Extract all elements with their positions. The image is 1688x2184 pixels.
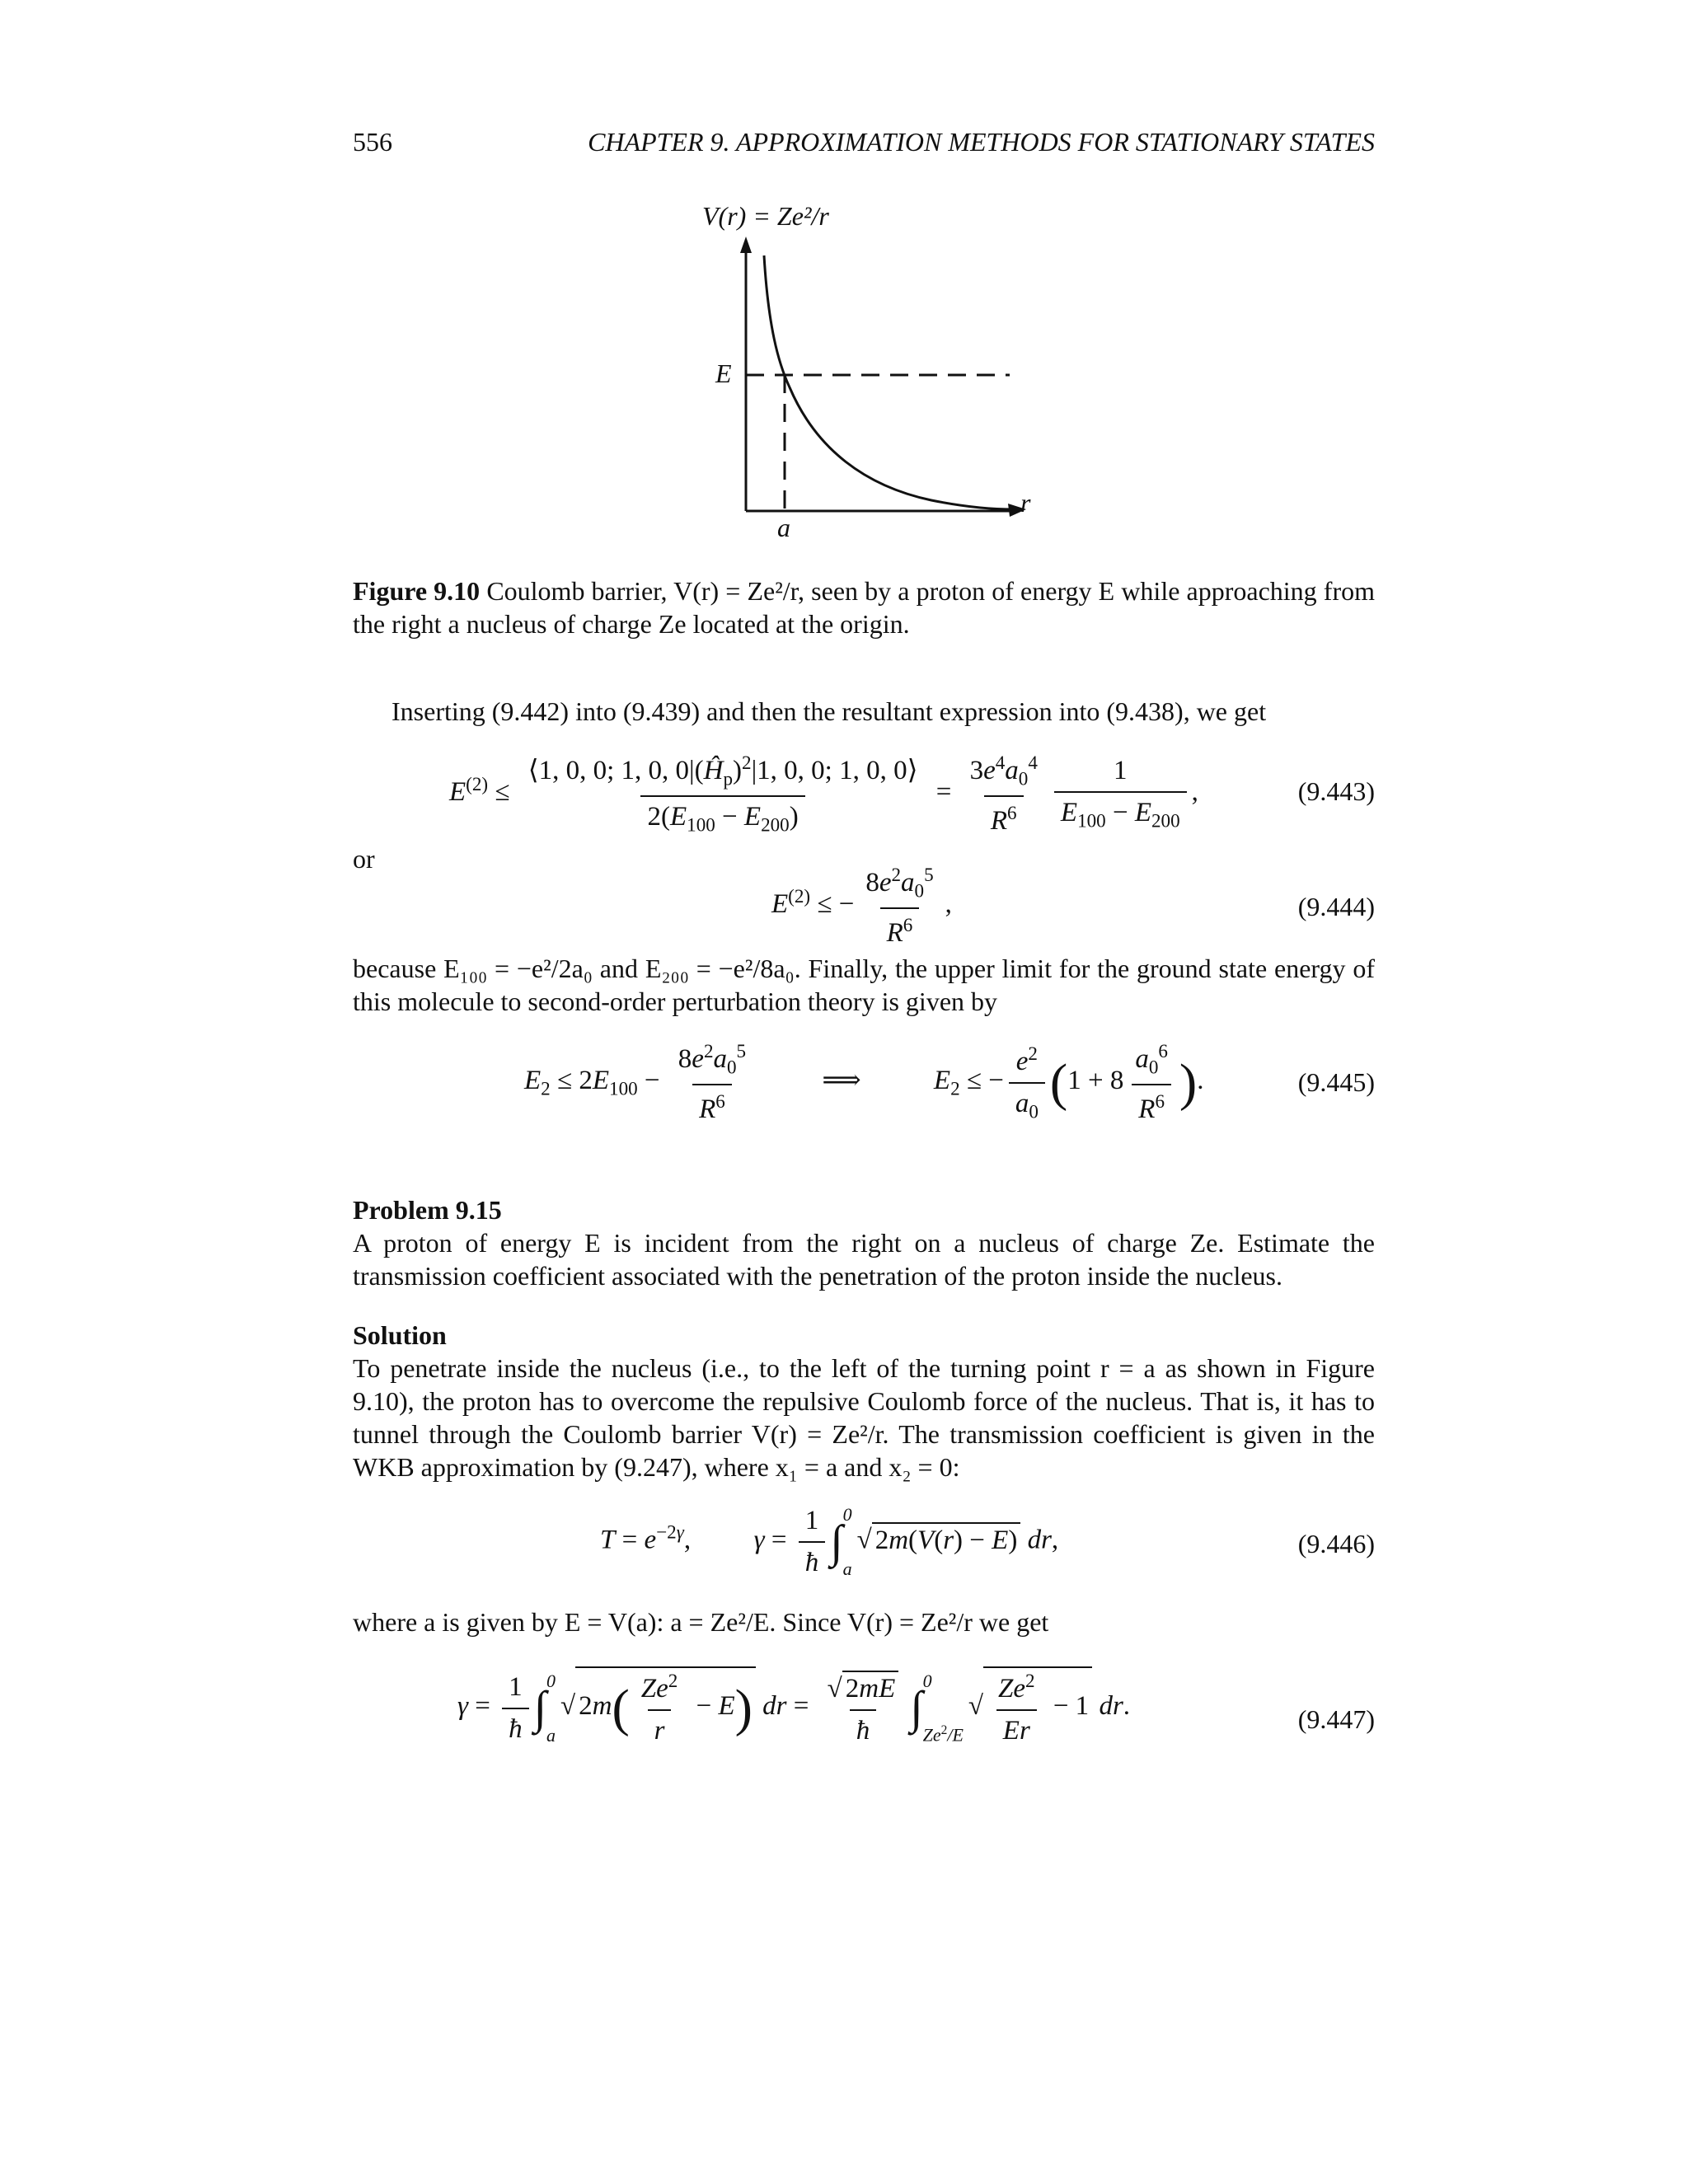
problem-text: A proton of energy E is incident from the right on a nucleus of charge Ze. Estimate the transmission coefficient associated with the penetration of the proton inside the nucleus. xyxy=(353,1228,1375,1291)
eq-number-9-444: (9.444) xyxy=(1297,892,1375,921)
equation-9-445: $E_2 \le 2E_{100}$ − $\frac{8e^2a_0^5}{R^6}$ ⟹ $E_2$ ≤ − $\frac{e^2}{a_0}$ (1 + 8 $\frac{a_0^6}{R^6}$ ). xyxy=(524,1040,1204,1124)
y-axis-arrow xyxy=(740,237,752,253)
figure-axis-title: V(r) = Ze²/r xyxy=(702,201,829,231)
paragraph-2: because E₁₀₀ = −e²/2a₀ and E₂₀₀ = −e²/8a₀. Finally, the upper limit for the ground state energy of this molecule to second-order perturbation theory is given by xyxy=(353,954,1375,1016)
text-or: or xyxy=(353,844,375,874)
figure-label-E: E xyxy=(715,359,732,388)
running-title: CHAPTER 9. APPROXIMATION METHODS FOR STATIONARY STATES xyxy=(588,127,1375,157)
problem-title: Problem 9.15 xyxy=(353,1195,502,1225)
figure-label-r: r xyxy=(1020,488,1031,518)
eq-number-9-447: (9.447) xyxy=(1297,1704,1375,1734)
equation-9-443: $E^{(2)}$ ≤ $\frac{⟨1, 0, 0; 1, 0, 0|(Ĥ_p)^2|1, 0, 0; 1, 0, 0⟩}{2(E_{100} - E_{200})}$ = $\frac{3e^4a_0^4}{R^6}$ $\frac{1}{E_{100} - E_{200}}$ , xyxy=(449,752,1198,836)
page-number: 556 xyxy=(353,127,392,157)
equation-9-444: $E^{(2)}$ ≤ − $\frac{8e^2a_0^5}{R^6}$ , xyxy=(771,864,952,948)
eq-number-9-443: (9.443) xyxy=(1297,776,1375,806)
paragraph-1: Inserting (9.442) into (9.439) and then the resultant expression into (9.438), we get xyxy=(392,696,1267,726)
figure-caption xyxy=(353,574,1375,640)
eq-number-9-446: (9.446) xyxy=(1297,1529,1375,1558)
solution-text: To penetrate inside the nucleus (i.e., to the left of the turning point r = a as shown in Figure 9.10), the proton has to overcome the repulsive Coulomb force of the nucleus. That is, it has to tunnel through the Coulomb barrier V(r) = Ze²/r. The transmission coefficient is given in the WKB approximation by (9.247), where x₁ = a and x₂ = 0: xyxy=(353,1353,1375,1482)
solution-title: Solution xyxy=(353,1320,447,1350)
coulomb-barrier-figure xyxy=(725,235,1055,540)
eq-number-9-445: (9.445) xyxy=(1297,1067,1375,1097)
paragraph-3: where a is given by E = V(a): a = Ze²/E. Since V(r) = Ze²/r we get xyxy=(353,1607,1049,1637)
equation-9-446: $T = e^{-2\gamma}$, γ = $\frac{1}{ħ}$ ∫ 0 a √ 2m(V(r) − E) dr, xyxy=(600,1504,1059,1579)
equation-9-447: γ = $\frac{1}{ħ}$ ∫ 0 a √ 2m( $\frac{Ze^2}{r}$ − E) dr = $\frac{√ 2mE}{ħ}$ ∫ 0 Ze$^2$/E √ $\frac{Ze^2}{Er}$ − 1 dr. xyxy=(457,1666,1130,1746)
caption-label: Figure 9.10 xyxy=(353,576,481,606)
caption-text: Coulomb barrier, V(r) = Ze²/r, seen by a proton of energy E while approaching from the right a nucleus of charge Ze located at the origin. xyxy=(353,576,1376,639)
coulomb-curve xyxy=(764,255,1014,509)
figure-label-a: a xyxy=(777,513,790,542)
